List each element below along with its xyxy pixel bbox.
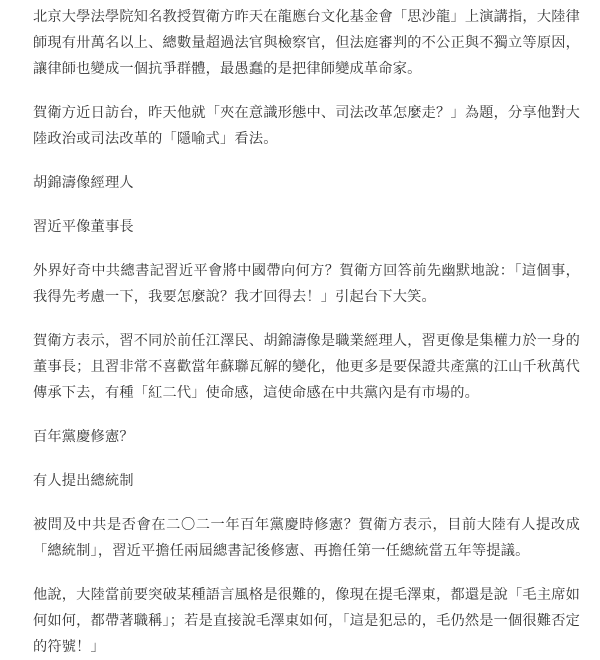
article-paragraph: 被問及中共是否會在二〇二一年百年黨慶時修憲？賀衛方表示，目前大陸有人提改成「總統制」，習近平擔任兩屆總書記後修憲、再擔任第一任總統當五年等提議。 — [33, 517, 580, 559]
article-paragraph: 他說，大陸當前要突破某種語言風格是很難的，像現在提毛澤東，都還是說「毛主席如何如何，都帶著職稱」；若是直接說毛澤東如何，「這是犯忌的，毛仍然是一個很難否定的符號！」 — [33, 587, 580, 655]
article-paragraph: 賀衛方表示，習不同於前任江澤民、胡錦濤像是職業經理人，習更像是集權力於一身的董事長；且習非常不喜歡當年蘇聯瓦解的變化，他更多是要保證共產黨的江山千秋萬代傳承下去，有種「紅二代」使命感，這使命感在中共黨內是有市場的。 — [33, 333, 580, 401]
article-paragraph-intro: 北京大學法學院知名教授賀衛方昨天在龍應台文化基金會「思沙龍」上演講指，大陸律師現有卅萬名以上、總數量超過法官與檢察官，但法庭審判的不公正與不獨立等原因，讓律師也變成一個抗爭群體，最愚蠢的是把律師變成革命家。 — [33, 9, 580, 77]
article-paragraph: 外界好奇中共總書記習近平會將中國帶向何方？賀衛方回答前先幽默地說：「這個事，我得先考慮一下，我要怎麼說？我才回得去！」引起台下大笑。 — [33, 263, 580, 305]
subheading: 胡錦濤像經理人 — [33, 175, 134, 191]
subheading: 百年黨慶修憲？ — [33, 429, 134, 445]
subheading: 有人提出總統制 — [33, 473, 134, 489]
subheading: 習近平像董事長 — [33, 219, 134, 235]
article-paragraph: 賀衛方近日訪台，昨天他就「夾在意識形態中、司法改革怎麼走？」為題，分享他對大陸政治或司法改革的「隱喻式」看法。 — [33, 105, 580, 147]
